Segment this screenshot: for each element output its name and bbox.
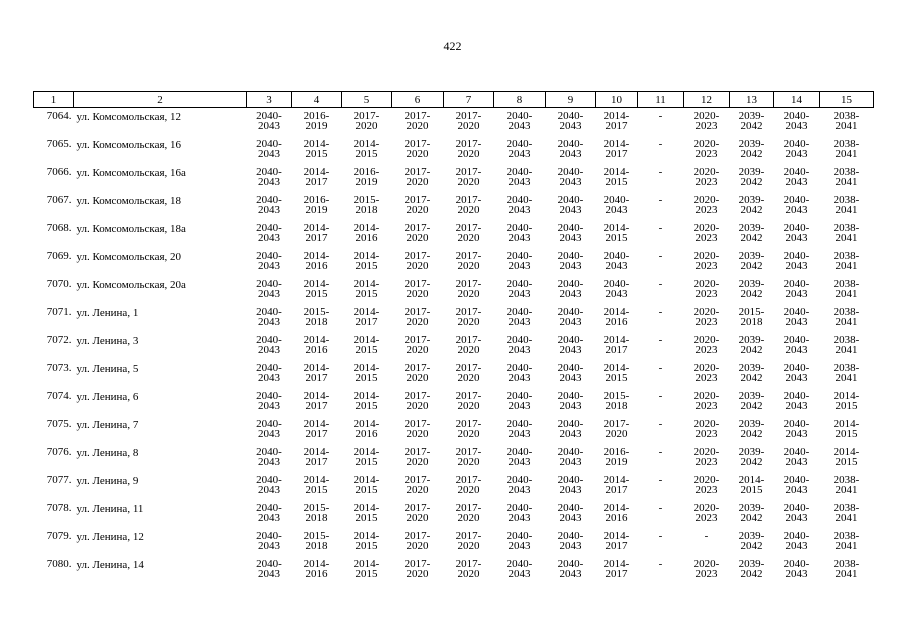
year-range-cell: 2039- 2042: [738, 166, 765, 188]
row-number: 7078.: [46, 502, 72, 514]
year-range-cell: 2040- 2043: [783, 502, 810, 524]
column-header-5: 5: [342, 92, 392, 108]
year-range-cell: 2015- 2018: [738, 306, 765, 328]
year-range-cell: 2040- 2043: [557, 446, 584, 468]
year-range-cell: 2040- 2043: [506, 110, 533, 132]
year-range-cell: -: [658, 138, 663, 150]
year-range-cell: 2020- 2023: [693, 250, 720, 272]
year-range-cell: 2017- 2020: [404, 250, 431, 272]
year-range-cell: 2014- 2015: [353, 250, 380, 272]
year-range-cell: 2040- 2043: [557, 334, 584, 356]
row-number: 7077.: [46, 474, 72, 486]
year-range-cell: -: [658, 502, 663, 514]
table-row: [34, 223, 874, 251]
table-row: [34, 279, 874, 307]
year-range-cell: 2040- 2043: [256, 250, 282, 272]
year-range-cell: 2040- 2043: [557, 250, 584, 272]
column-header-8: 8: [494, 92, 546, 108]
year-range-cell: -: [658, 110, 663, 122]
year-range-cell: 2040- 2043: [783, 138, 810, 160]
year-range-cell: 2014- 2015: [353, 446, 380, 468]
year-range-cell: -: [658, 166, 663, 178]
year-range-cell: 2039- 2042: [738, 558, 765, 580]
year-range-cell: 2040- 2043: [557, 138, 584, 160]
year-range-cell: 2039- 2042: [738, 530, 765, 552]
year-range-cell: 2014- 2015: [353, 362, 380, 384]
table-row: [34, 503, 874, 531]
year-range-cell: 2040- 2043: [256, 334, 282, 356]
address-cell: ул. Ленина, 1: [76, 307, 139, 319]
year-range-cell: 2014- 2015: [353, 502, 380, 524]
year-range-cell: 2040- 2043: [783, 390, 810, 412]
year-range-cell: 2040- 2043: [783, 222, 810, 244]
table-row: [34, 531, 874, 559]
row-number: 7079.: [46, 530, 72, 542]
address-cell: ул. Комсомольская, 12: [76, 111, 182, 123]
year-range-cell: 2038- 2041: [833, 222, 860, 244]
year-range-cell: 2040- 2043: [256, 446, 282, 468]
year-range-cell: -: [658, 390, 663, 402]
year-range-cell: 2017- 2020: [455, 194, 482, 216]
year-range-cell: 2040- 2043: [506, 530, 533, 552]
year-range-cell: 2040- 2043: [506, 166, 533, 188]
row-number: 7066.: [46, 166, 72, 178]
column-header-3: 3: [247, 92, 292, 108]
year-range-cell: 2017- 2020: [455, 138, 482, 160]
year-range-cell: 2039- 2042: [738, 278, 765, 300]
column-header-6: 6: [392, 92, 444, 108]
row-number: 7075.: [46, 418, 72, 430]
year-range-cell: 2040- 2043: [506, 334, 533, 356]
year-range-cell: 2017- 2020: [455, 334, 482, 356]
year-range-cell: 2014- 2017: [603, 138, 630, 160]
year-range-cell: 2040- 2043: [506, 502, 533, 524]
page-number: 422: [443, 39, 462, 53]
year-range-cell: 2014- 2016: [353, 222, 380, 244]
year-range-cell: -: [658, 250, 663, 262]
year-range-cell: 2040- 2043: [783, 334, 810, 356]
address-cell: ул. Комсомольская, 20а: [76, 279, 186, 291]
year-range-cell: 2015- 2018: [353, 194, 380, 216]
year-range-cell: 2038- 2041: [833, 278, 860, 300]
year-range-cell: 2040- 2043: [557, 530, 584, 552]
year-range-cell: 2040- 2043: [557, 418, 584, 440]
year-range-cell: 2040- 2043: [783, 250, 810, 272]
year-range-cell: 2040- 2043: [256, 110, 282, 132]
year-range-cell: 2040- 2043: [557, 278, 584, 300]
year-range-cell: 2038- 2041: [833, 194, 860, 216]
year-range-cell: 2038- 2041: [833, 502, 860, 524]
year-range-cell: 2040- 2043: [783, 278, 810, 300]
row-number: 7065.: [46, 138, 72, 150]
address-cell: ул. Комсомольская, 20: [76, 251, 182, 263]
year-range-cell: 2040- 2043: [783, 306, 810, 328]
year-range-cell: 2020- 2023: [693, 418, 720, 440]
year-range-cell: 2014- 2015: [303, 278, 330, 300]
year-range-cell: -: [658, 446, 663, 458]
year-range-cell: -: [658, 194, 663, 206]
table-row: [34, 139, 874, 167]
year-range-cell: -: [658, 418, 663, 430]
year-range-cell: 2017- 2020: [404, 474, 431, 496]
year-range-cell: 2040- 2043: [557, 474, 584, 496]
year-range-cell: 2014- 2015: [833, 418, 860, 440]
address-cell: ул. Комсомольская, 16: [76, 139, 182, 151]
year-range-cell: 2040- 2043: [256, 502, 282, 524]
year-range-cell: 2014- 2017: [353, 306, 380, 328]
year-range-cell: 2020- 2023: [693, 110, 720, 132]
year-range-cell: 2014- 2017: [303, 390, 330, 412]
year-range-cell: 2039- 2042: [738, 110, 765, 132]
year-range-cell: -: [658, 558, 663, 570]
year-range-cell: 2017- 2020: [404, 138, 431, 160]
year-range-cell: -: [658, 362, 663, 374]
year-range-cell: 2017- 2020: [603, 418, 630, 440]
year-range-cell: 2040- 2043: [256, 558, 282, 580]
year-range-cell: -: [658, 222, 663, 234]
year-range-cell: 2040- 2043: [603, 194, 630, 216]
table-row: [34, 391, 874, 419]
year-range-cell: 2038- 2041: [833, 474, 860, 496]
year-range-cell: 2040- 2043: [783, 530, 810, 552]
year-range-cell: 2014- 2017: [603, 558, 630, 580]
year-range-cell: 2038- 2041: [833, 530, 860, 552]
year-range-cell: 2039- 2042: [738, 418, 765, 440]
column-header-4: 4: [292, 92, 342, 108]
year-range-cell: 2014- 2015: [303, 138, 330, 160]
table-row: [34, 475, 874, 503]
year-range-cell: 2014- 2015: [833, 446, 860, 468]
year-range-cell: 2017- 2020: [404, 222, 431, 244]
year-range-cell: 2040- 2043: [557, 362, 584, 384]
year-range-cell: 2040- 2043: [783, 558, 810, 580]
year-range-cell: 2039- 2042: [738, 334, 765, 356]
column-header-2: 2: [74, 92, 247, 108]
year-range-cell: 2014- 2017: [603, 530, 630, 552]
year-range-cell: 2040- 2043: [783, 418, 810, 440]
year-range-cell: 2014- 2015: [833, 390, 860, 412]
address-cell: ул. Ленина, 11: [76, 503, 144, 515]
year-range-cell: 2040- 2043: [603, 250, 630, 272]
address-cell: ул. Ленина, 8: [76, 447, 139, 459]
year-range-cell: 2040- 2043: [783, 446, 810, 468]
year-range-cell: 2040- 2043: [506, 278, 533, 300]
year-range-cell: 2014- 2017: [303, 166, 330, 188]
year-range-cell: 2015- 2018: [303, 306, 330, 328]
year-range-cell: 2040- 2043: [557, 558, 584, 580]
row-number: 7069.: [46, 250, 72, 262]
year-range-cell: 2040- 2043: [506, 250, 533, 272]
year-range-cell: -: [658, 334, 663, 346]
year-range-cell: 2040- 2043: [256, 306, 282, 328]
row-number: 7080.: [46, 558, 72, 570]
row-number: 7076.: [46, 446, 72, 458]
year-range-cell: 2020- 2023: [693, 306, 720, 328]
year-range-cell: 2040- 2043: [256, 362, 282, 384]
year-range-cell: 2040- 2043: [506, 558, 533, 580]
year-range-cell: 2015- 2018: [303, 530, 330, 552]
year-range-cell: 2014- 2017: [303, 362, 330, 384]
year-range-cell: 2040- 2043: [256, 194, 282, 216]
year-range-cell: 2040- 2043: [506, 222, 533, 244]
column-header-13: 13: [730, 92, 774, 108]
year-range-cell: 2017- 2020: [404, 166, 431, 188]
year-range-cell: 2015- 2018: [603, 390, 630, 412]
year-range-cell: 2017- 2020: [353, 110, 380, 132]
year-range-cell: 2017- 2020: [404, 390, 431, 412]
address-cell: ул. Ленина, 14: [76, 559, 144, 571]
year-range-cell: 2017- 2020: [404, 446, 431, 468]
year-range-cell: 2040- 2043: [256, 166, 282, 188]
year-range-cell: -: [658, 474, 663, 486]
year-range-cell: 2038- 2041: [833, 306, 860, 328]
year-range-cell: 2017- 2020: [455, 306, 482, 328]
year-range-cell: 2017- 2020: [455, 278, 482, 300]
year-range-cell: 2038- 2041: [833, 110, 860, 132]
year-range-cell: 2020- 2023: [693, 502, 720, 524]
year-range-cell: 2040- 2043: [256, 278, 282, 300]
year-range-cell: 2014- 2017: [303, 418, 330, 440]
year-range-cell: 2040- 2043: [506, 362, 533, 384]
year-range-cell: 2017- 2020: [404, 362, 431, 384]
year-range-cell: 2040- 2043: [256, 418, 282, 440]
year-range-cell: 2014- 2017: [603, 334, 630, 356]
year-range-cell: 2020- 2023: [693, 558, 720, 580]
year-range-cell: 2017- 2020: [455, 390, 482, 412]
year-range-cell: 2040- 2043: [506, 418, 533, 440]
address-cell: ул. Ленина, 6: [76, 391, 139, 403]
year-range-cell: 2014- 2015: [353, 474, 380, 496]
year-range-cell: 2014- 2015: [353, 558, 380, 580]
column-header-10: 10: [596, 92, 638, 108]
table-row: [34, 363, 874, 391]
year-range-cell: 2016- 2019: [353, 166, 380, 188]
year-range-cell: 2039- 2042: [738, 138, 765, 160]
table-row: [34, 108, 874, 140]
year-range-cell: 2020- 2023: [693, 166, 720, 188]
column-number-header-row: [34, 92, 874, 108]
year-range-cell: -: [658, 278, 663, 290]
address-cell: ул. Комсомольская, 18а: [76, 223, 186, 235]
year-range-cell: -: [658, 530, 663, 542]
year-range-cell: 2014- 2015: [603, 166, 630, 188]
row-number: 7064.: [46, 110, 72, 122]
year-range-cell: 2040- 2043: [256, 530, 282, 552]
table-row: [34, 419, 874, 447]
year-range-cell: 2040- 2043: [256, 222, 282, 244]
year-range-cell: 2017- 2020: [455, 530, 482, 552]
year-range-cell: 2017- 2020: [404, 278, 431, 300]
year-range-cell: 2038- 2041: [833, 362, 860, 384]
year-range-cell: 2040- 2043: [506, 474, 533, 496]
year-range-cell: 2016- 2019: [303, 194, 330, 216]
column-header-9: 9: [546, 92, 596, 108]
year-range-cell: 2040- 2043: [557, 166, 584, 188]
year-range-cell: 2014- 2016: [303, 558, 330, 580]
row-number: 7072.: [46, 334, 72, 346]
year-range-cell: 2020- 2023: [693, 362, 720, 384]
year-range-cell: 2014- 2017: [603, 110, 630, 132]
year-range-cell: 2017- 2020: [404, 418, 431, 440]
address-cell: ул. Ленина, 12: [76, 531, 144, 543]
year-range-cell: 2017- 2020: [455, 474, 482, 496]
year-range-cell: 2014- 2016: [303, 334, 330, 356]
year-range-cell: 2040- 2043: [557, 306, 584, 328]
row-number: 7068.: [46, 222, 72, 234]
year-range-cell: 2040- 2043: [557, 110, 584, 132]
year-range-cell: 2040- 2043: [783, 362, 810, 384]
year-range-cell: 2017- 2020: [455, 418, 482, 440]
year-range-cell: 2020- 2023: [693, 334, 720, 356]
table-body: [34, 108, 874, 588]
year-range-cell: 2014- 2016: [603, 502, 630, 524]
year-range-cell: 2040- 2043: [256, 474, 282, 496]
year-range-cell: 2040- 2043: [506, 306, 533, 328]
year-range-cell: -: [658, 306, 663, 318]
table-row: [34, 559, 874, 587]
schedule-table: [33, 91, 874, 587]
year-range-cell: 2039- 2042: [738, 390, 765, 412]
year-range-cell: 2038- 2041: [833, 250, 860, 272]
year-range-cell: 2017- 2020: [455, 110, 482, 132]
year-range-cell: 2014- 2017: [303, 446, 330, 468]
year-range-cell: 2017- 2020: [404, 530, 431, 552]
table-row: [34, 251, 874, 279]
table-row: [34, 447, 874, 475]
row-number: 7070.: [46, 278, 72, 290]
year-range-cell: 2020- 2023: [693, 222, 720, 244]
year-range-cell: 2040- 2043: [557, 222, 584, 244]
year-range-cell: 2039- 2042: [738, 222, 765, 244]
year-range-cell: 2039- 2042: [738, 362, 765, 384]
column-header-1: 1: [34, 92, 74, 108]
column-header-7: 7: [444, 92, 494, 108]
year-range-cell: 2014- 2017: [603, 474, 630, 496]
year-range-cell: 2040- 2043: [506, 446, 533, 468]
column-header-11: 11: [638, 92, 684, 108]
year-range-cell: 2017- 2020: [404, 502, 431, 524]
year-range-cell: 2014- 2016: [603, 306, 630, 328]
row-number: 7073.: [46, 362, 72, 374]
year-range-cell: 2020- 2023: [693, 390, 720, 412]
year-range-cell: -: [704, 530, 709, 542]
year-range-cell: 2040- 2043: [783, 194, 810, 216]
year-range-cell: 2020- 2023: [693, 446, 720, 468]
year-range-cell: 2017- 2020: [455, 362, 482, 384]
year-range-cell: 2014- 2017: [303, 222, 330, 244]
row-number: 7067.: [46, 194, 72, 206]
year-range-cell: 2014- 2015: [603, 222, 630, 244]
year-range-cell: 2038- 2041: [833, 166, 860, 188]
year-range-cell: 2014- 2015: [353, 278, 380, 300]
address-cell: ул. Комсомольская, 18: [76, 195, 182, 207]
year-range-cell: 2039- 2042: [738, 250, 765, 272]
year-range-cell: 2040- 2043: [783, 474, 810, 496]
row-number: 7071.: [46, 306, 72, 318]
year-range-cell: 2040- 2043: [557, 390, 584, 412]
address-cell: ул. Ленина, 7: [76, 419, 139, 431]
year-range-cell: 2017- 2020: [404, 194, 431, 216]
year-range-cell: 2040- 2043: [506, 390, 533, 412]
table-row: [34, 335, 874, 363]
year-range-cell: 2017- 2020: [455, 502, 482, 524]
year-range-cell: 2016- 2019: [603, 446, 630, 468]
year-range-cell: 2017- 2020: [404, 558, 431, 580]
year-range-cell: 2017- 2020: [455, 166, 482, 188]
year-range-cell: 2014- 2016: [353, 418, 380, 440]
year-range-cell: 2014- 2016: [303, 250, 330, 272]
year-range-cell: 2014- 2015: [303, 474, 330, 496]
year-range-cell: 2017- 2020: [404, 306, 431, 328]
address-cell: ул. Ленина, 9: [76, 475, 139, 487]
year-range-cell: 2017- 2020: [404, 110, 431, 132]
year-range-cell: 2015- 2018: [303, 502, 330, 524]
year-range-cell: 2017- 2020: [404, 334, 431, 356]
year-range-cell: 2016- 2019: [303, 110, 330, 132]
year-range-cell: 2014- 2015: [738, 474, 765, 496]
year-range-cell: 2040- 2043: [783, 166, 810, 188]
year-range-cell: 2038- 2041: [833, 334, 860, 356]
year-range-cell: 2040- 2043: [783, 110, 810, 132]
year-range-cell: 2040- 2043: [557, 502, 584, 524]
year-range-cell: 2017- 2020: [455, 222, 482, 244]
year-range-cell: 2040- 2043: [506, 194, 533, 216]
address-cell: ул. Ленина, 5: [76, 363, 139, 375]
year-range-cell: 2020- 2023: [693, 194, 720, 216]
year-range-cell: 2038- 2041: [833, 558, 860, 580]
year-range-cell: 2038- 2041: [833, 138, 860, 160]
row-number: 7074.: [46, 390, 72, 402]
year-range-cell: 2017- 2020: [455, 558, 482, 580]
year-range-cell: 2014- 2015: [353, 390, 380, 412]
column-header-14: 14: [774, 92, 820, 108]
year-range-cell: 2014- 2015: [353, 138, 380, 160]
year-range-cell: 2040- 2043: [506, 138, 533, 160]
year-range-cell: 2039- 2042: [738, 502, 765, 524]
year-range-cell: 2017- 2020: [455, 250, 482, 272]
year-range-cell: 2020- 2023: [693, 278, 720, 300]
address-cell: ул. Ленина, 3: [76, 335, 139, 347]
year-range-cell: 2039- 2042: [738, 446, 765, 468]
year-range-cell: 2014- 2015: [353, 334, 380, 356]
year-range-cell: 2040- 2043: [256, 138, 282, 160]
year-range-cell: 2040- 2043: [557, 194, 584, 216]
year-range-cell: 2040- 2043: [603, 278, 630, 300]
year-range-cell: 2017- 2020: [455, 446, 482, 468]
address-cell: ул. Комсомольская, 16а: [76, 167, 186, 179]
table-row: [34, 307, 874, 335]
table-row: [34, 195, 874, 223]
year-range-cell: 2014- 2015: [353, 530, 380, 552]
year-range-cell: 2020- 2023: [693, 138, 720, 160]
year-range-cell: 2020- 2023: [693, 474, 720, 496]
table-row: [34, 167, 874, 195]
year-range-cell: 2014- 2015: [603, 362, 630, 384]
column-header-15: 15: [820, 92, 874, 108]
year-range-cell: 2040- 2043: [256, 390, 282, 412]
column-header-12: 12: [684, 92, 730, 108]
year-range-cell: 2039- 2042: [738, 194, 765, 216]
